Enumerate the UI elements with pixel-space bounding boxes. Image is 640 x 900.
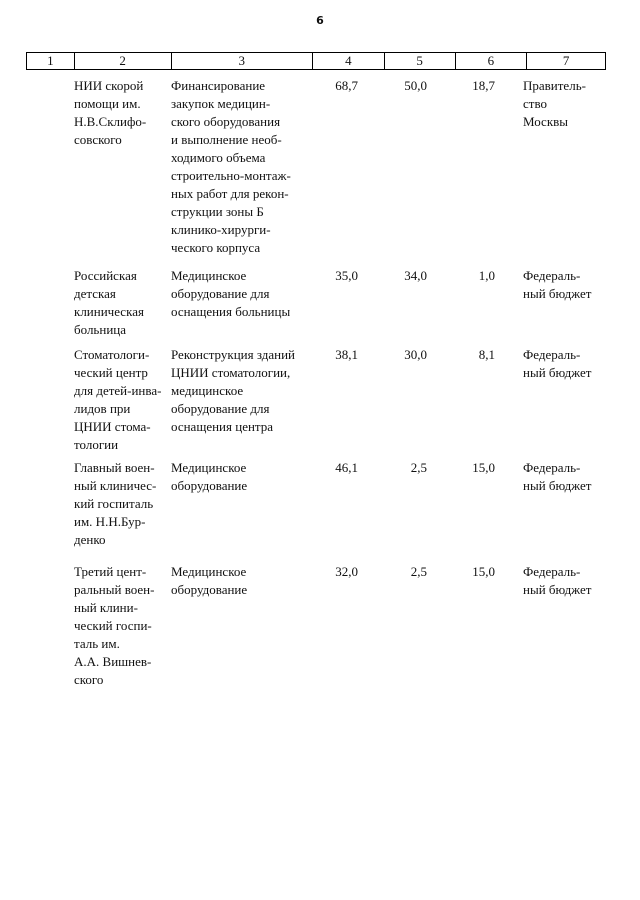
organization-cell: Главный воен- ный клиничес- кий госпиталь им. Н.Н.Бур- денко <box>74 460 157 547</box>
header-col-3: 3 <box>172 53 314 69</box>
header-col-4: 4 <box>313 53 385 69</box>
organization-cell: НИИ скорой помощи им. Н.В.Склифо- совского <box>74 78 147 147</box>
value-col-6: 18,7 <box>472 78 495 93</box>
value-col-6: 15,0 <box>472 460 495 475</box>
header-col-2: 2 <box>75 53 172 69</box>
purpose-cell: Финансирование закупок медицин- ского оборудования и выполнение необ- ходимого объема строительно-монтаж- ных работ для рекон- струкции зоны Б клинико-хирурги- ческого корпуса <box>171 78 291 255</box>
header-col-6: 6 <box>456 53 528 69</box>
funding-source: Федераль- ный бюджет <box>523 268 592 301</box>
purpose-cell: Медицинское оборудование <box>171 564 248 597</box>
funding-source: Федераль- ный бюджет <box>523 460 592 493</box>
value-col-4: 68,7 <box>335 78 358 93</box>
value-col-6: 8,1 <box>478 347 495 362</box>
funding-source: Федераль- ный бюджет <box>523 347 592 380</box>
value-col-6: 15,0 <box>472 564 495 579</box>
funding-source: Федераль- ный бюджет <box>523 564 592 597</box>
header-col-5: 5 <box>385 53 456 69</box>
purpose-cell: Медицинское оборудование <box>171 460 248 493</box>
organization-cell: Третий цент- ральный воен- ный клини- ческий госпи- таль им. А.А. Вишнев- ского <box>74 564 155 687</box>
value-col-5: 50,0 <box>404 78 427 93</box>
header-col-7: 7 <box>562 53 570 68</box>
value-col-5: 2,5 <box>410 460 427 475</box>
value-col-5: 30,0 <box>404 347 427 362</box>
value-col-6: 1,0 <box>478 268 495 283</box>
table-header <box>26 52 606 70</box>
value-col-5: 2,5 <box>410 564 427 579</box>
funding-source: Правитель- ство Москвы <box>523 78 586 129</box>
value-col-4: 46,1 <box>335 460 358 475</box>
value-col-4: 38,1 <box>335 347 358 362</box>
purpose-cell: Медицинское оборудование для оснащения больницы <box>171 268 291 319</box>
value-col-4: 32,0 <box>335 564 358 579</box>
organization-cell: Стоматологи- ческий центр для детей-инва- лидов при ЦНИИ стома- тологии <box>74 347 162 452</box>
page-number: 6 <box>316 14 324 27</box>
header-col-1: 1 <box>27 53 75 69</box>
value-col-4: 35,0 <box>335 268 358 283</box>
organization-cell: Российская детская клиническая больница <box>74 268 144 337</box>
purpose-cell: Реконструкция зданий ЦНИИ стоматологии, медицинское оборудование для оснащения центра <box>171 347 295 434</box>
value-col-5: 34,0 <box>404 268 427 283</box>
